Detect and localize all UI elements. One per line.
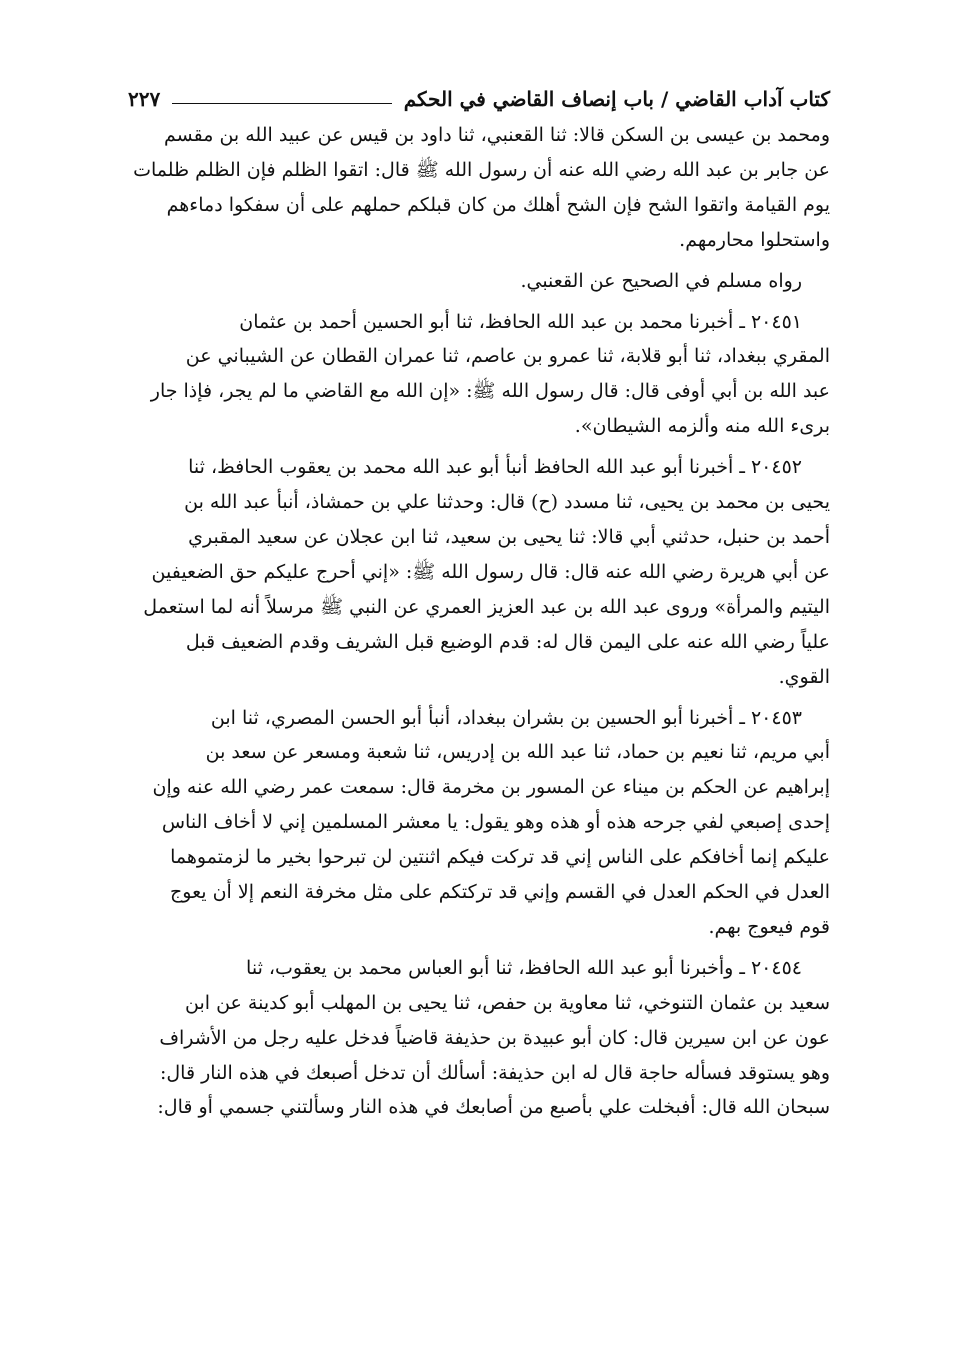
text-line: اليتيم والمرأة» وروى عبد الله بن عبد العزيز العمري عن النبي ﷺ مرسلاً أنه لما استعمل bbox=[143, 595, 830, 618]
text-line: برىء الله منه وألزمه الشيطان». bbox=[574, 415, 830, 438]
page-number: ٢٢٧ bbox=[128, 87, 161, 111]
text-line: عن أبي هريرة رضي الله عنه قال: قال رسول الله ﷺ: «إني أحرج عليكم حق الضعيفين bbox=[151, 560, 830, 583]
text-line: العدل في الحكم العدل في القسم وإني قد تركتكم على مثل مخرفة النعم إلا أن يعوج bbox=[170, 881, 830, 904]
page-header bbox=[128, 78, 830, 116]
text-line: رواه مسلم في الصحيح عن القعنبي. bbox=[520, 269, 802, 292]
text-line: أحمد بن حنبل، حدثني أبي قالا: ثنا يحيى بن سعيد، ثنا ابن عجلان عن سعيد المقبري bbox=[188, 525, 830, 548]
text-line: يحيى بن محمد بن يحيى، ثنا مسدد (ح) قال: وحدثنا علي بن حمشاذ، أنبأ عبد الله بن bbox=[184, 491, 830, 514]
hadith-paragraph bbox=[128, 450, 830, 694]
paragraph bbox=[128, 118, 830, 258]
text-line: أبي مريم، ثنا نعيم بن حماد، ثنا عبد الله بن إدريس، ثنا شعبة ومسعر عن سعد بن bbox=[205, 741, 830, 764]
text-line: علياً رضي الله عنه على اليمن قال له: قدم الوضيع قبل الشريف وقدم الضعيف قبل bbox=[185, 630, 830, 653]
text-line: ٢٠٤٥٢ ـ أخبرنا أبو عبد الله الحافظ أنبأ أبو عبد الله محمد بن يعقوب الحافظ، ثنا bbox=[188, 456, 802, 479]
text-line: إحدى إصبعي لفي جرحه هذه أو هذه وهو يقول: يا معشر المسلمين إني لا أخاف الناس bbox=[161, 811, 830, 834]
text-line: يوم القيامة واتقوا الشح فإن الشح أهلك من كان قبلكم حملهم على أن سفكوا دماءهم bbox=[166, 193, 830, 216]
text-line: قوم فيعوج بهم. bbox=[708, 915, 830, 938]
hadith-paragraph bbox=[128, 305, 830, 445]
text-line: ومحمد بن عيسى بن السكن قالا: ثنا القعنبي، ثنا داود بن قيس عن عبيد الله بن مقسم bbox=[164, 124, 830, 146]
header-rule bbox=[172, 103, 391, 104]
text-line: واستحلوا محارمهم. bbox=[679, 228, 830, 251]
page-body bbox=[128, 118, 830, 1125]
text-line: ٢٠٤٥٣ ـ أخبرنا أبو الحسين بن بشران ببغداد، أنبأ أبو الحسن المصري، ثنا ابن bbox=[210, 706, 802, 729]
text-line: عن جابر بن عبد الله رضي الله عنه أن رسول الله ﷺ قال: اتقوا الظلم فإن الظلم ظلمات bbox=[133, 158, 830, 181]
book-page bbox=[128, 78, 830, 1131]
hadith-paragraph bbox=[128, 951, 830, 1126]
text-line: ٢٠٤٥١ ـ أخبرنا محمد بن عبد الله الحافظ، ثنا أبو الحسين أحمد بن عثمان bbox=[239, 310, 802, 333]
running-head-title: كتاب آداب القاضي / باب إنصاف القاضي في الحكم bbox=[403, 87, 830, 111]
hadith-paragraph bbox=[128, 701, 830, 945]
text-line: عبد الله بن أبي أوفى قال: قال رسول الله ﷺ: «إن الله مع القاضي ما لم يجر، فإذا جار bbox=[150, 380, 830, 403]
text-line: ٢٠٤٥٤ ـ وأخبرنا أبو عبد الله الحافظ، ثنا أبو العباس محمد بن يعقوب، ثنا bbox=[246, 956, 802, 979]
text-line: وهو يستوقد فسأله حاجة قال له ابن حذيفة: أسألك أن تدخل أصبعك في هذه النار قال: bbox=[159, 1061, 830, 1084]
paragraph bbox=[128, 264, 830, 299]
text-line: القوي. bbox=[778, 665, 830, 688]
text-line: سعيد بن عثمان التنوخي، ثنا معاوية بن حفص، ثنا يحيى بن المهلب أبو كدينة عن ابن bbox=[185, 991, 830, 1014]
text-line: عليكم إنما أخافكم على الناس إني قد تركت فيكم اثنتين لن تبرحوا بخير ما لزمتموهما bbox=[170, 846, 830, 869]
text-line: سبحان الله قال: أفبخلت علي بأصبع من أصابعك في هذه النار وسألتني جسمي أو قال: bbox=[157, 1096, 830, 1119]
text-line: عون عن ابن سيرين قال: كان أبو عبيدة بن حذيفة قاضياً فدخل عليه رجل من الأشراف bbox=[159, 1026, 830, 1049]
text-line: إبراهيم عن الحكم بن ميناء عن المسور بن مخرمة قال: سمعت عمر رضي الله عنه وإن bbox=[152, 776, 830, 799]
text-line: المقري ببغداد، ثنا أبو قلابة، ثنا عمرو بن عاصم، ثنا عمران القطان عن الشيباني عن bbox=[185, 345, 830, 368]
